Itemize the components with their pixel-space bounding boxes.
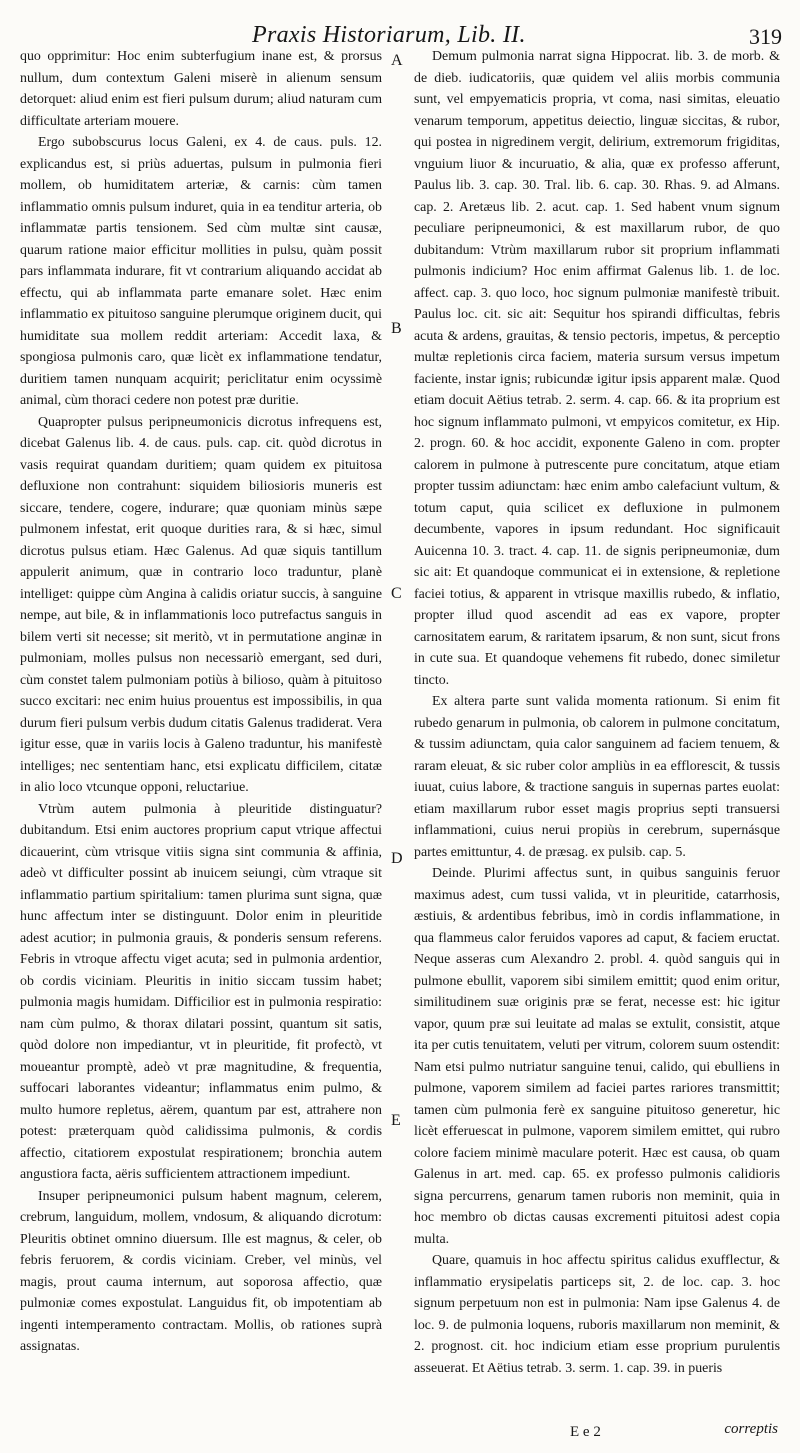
paragraph: quo opprimitur: Hoc enim subterfugium inane est, & prorsus nullum, dum contextum Galeni miserè in alienum sensum detorquet: aliud enim est fieri pulsum durum; aliud naturam cum difficultate arteriam mouere. bbox=[20, 49, 382, 129]
page-number: 319 bbox=[749, 24, 782, 49]
right-column bbox=[414, 46, 780, 1379]
paragraph: Deinde. Plurimi affectus sunt, in quibus sanguinis feruor maximus adest, cum tussi valida, vt in pleuritide, catarrhosis, æstiuis, & ardentibus febribus, imò in cordis inflammatione, in qua flammeus calor feruidos vapores ad caput, & faciem eructat. Neque asseras cum Alexandro 2. probl. 4. quòd sanguis qui in pulmone ebullit, vaporem sibi similem emittit; quod enim oritur, similitudinem suæ originis præ se ferat, necesse est: hic igitur vapor, quum præ sui leuitate ad malas se extulit, consistit, atque ita per cutis tenuitatem, veluti per vitrum, colorem suum ostendit: Nam etsi pulmo nutriatur sanguine tenui, calido, qui ebulliens in pulmone, vaporem similem ad faciei partes rariores transmittit; tamen cùm pulmonia ferè ex sanguine pituitoso generetur, hic licèt efferuescat in pulmone, vaporem similem emittet, qui rubro colore faciem minimè maculare poterit. Hæc est causa, ob quam Galenus in art. med. cap. 65. ex professo pulmonis calidioris signa percurrens, genarum tamen ruboris non meminit, quia in hoc membro ob dictas causas excrementi pituitosi adest copia multa. bbox=[414, 866, 780, 1247]
paragraph: Ergo subobscurus locus Galeni, ex 4. de caus. puls. 12. explicandus est, si priùs aduertas, pulsum in pulmonia fieri mollem, ob humiditatem arteriæ, & carnis: cùm tamen inflammatio omnis pulsum induret, quia in ea tenditur arteria, ob inflammatæ partis tensionem. Sed cùm multæ sint causæ, quarum ratione maior efficitur mollities in pulsu, quàm possit pars inflammata indurare, fit vt contrarium aliquando accidat ab effectu, qui ab inflammata parte emanare solet. Hæc enim inflammatio ex pituitoso sanguine plerumque originem ducit, qui humiditate sua mollem reddit arteriam: Accedit laxa, & spongiosa pulmonis caro, quæ licèt ex inflammatione tendatur, duritiem tamen nunquam acquirit; periclitatur enim ocyssimè animal, cùm thoraci cedere non potest præ duritie. bbox=[20, 135, 382, 408]
margin-letter: D bbox=[391, 850, 403, 867]
paragraph: Demum pulmonia narrat signa Hippocrat. lib. 3. de morb. & de dieb. iudicatoriis, quæ quidem vel aliis morbis communia sunt, vel empyematicis propria, vt coma, nasi simitas, eleuatio venarum temporum, appetitus deiectio, linguæ siccitas, & rubor, qui postea in nigredinem vergit, delirium, extremorum frigiditas, vnguium liuor & incuruatio, & alia, quæ ex professo afferunt, Paulus lib. 3. cap. 30. Tral. lib. 6. cap. 30. Rhas. 9. ad Almans. cap. 2. Aretæus lib. 2. acut. cap. 1. Sed habent vnum signum peculiare peripneumonici, & est maxillarum rubor, de quo dubitandum: Vtrùm maxillarum rubor sit proprium inflammati pulmonis indicium? Hoc enim affirmat Galenus lib. 1. de loc. affect. cap. 3. quo loco, hoc signum pulmoniæ manifestè tribuit. Paulus loc. cit. sic ait: Sequitur hos spirandi difficultas, febris acuta & ardens, grauitas, & tensio pectoris, impetus, & perceptio multæ repletionis circa faciem, materia sursum versus impetum faciente, instar ignis; rubicundæ igitur ipsis apparent malæ. Quod etiam docuit Aëtius tetrab. 2. serm. 4. cap. 66. & ita proprium est hoc signum inflammato pulmoni, vt empyicos comitetur, ex Hip. 2. progn. 60. & hoc accidit, exponente Galeno in com. propter calorem in pulmone à putrescente pure concitatum, atque etiam propter tussim adiunctam: hæc enim ambo calefaciunt vultum, & totum caput, quia scilicet ex defluxione in pulmonem decumbente, vapores in ipsum redundant. Hoc significauit Auicenna 10. 3. tract. 4. cap. 11. de signis peripneumoniæ, dum sic ait: Et quandoque communicat ei in extensione, & repletione faciei totius, & apparent in vtrisque maxillis rubedo, & inflatio, propter illud quod ascendit ad eas ex vapore, propter carnositatem earum, & raritatem ipsarum, & non sunt, sicut frons in cute sua. Et quandoque vehemens fit rubedo, donec similetur tincto. bbox=[414, 49, 780, 688]
left-column bbox=[20, 46, 382, 1358]
margin-letter: B bbox=[391, 320, 402, 337]
catchword: correptis bbox=[724, 1421, 778, 1437]
paragraph: Ex altera parte sunt valida momenta rationum. Si enim fit rubedo genarum in pulmonia, ob calorem in pulmone concitatum, & tussim adiunctam, quia calor sanguinem ad faciem tenuem, & raram eleuat, & sic ruber color ampliùs in ea efflorescit, & tussis iuuat, cuius labore, & tractione sanguis in supernas partes euolat: etiam maxillarum rubor esset magis proprius septi transuersi inflammationi, cuius nerui propiùs in cerebrum, supernásque partes emittuntur, 4. de præsag. ex pulsib. cap. 5. bbox=[414, 694, 780, 860]
margin-letter: C bbox=[391, 585, 402, 602]
paragraph: Quare, quamuis in hoc affectu spiritus calidus exufflectur, & inflammatio erysipelatis particeps sit, 2. de loc. cap. 3. hoc signum perpetuum non est in pulmonia: Nam ipse Galenus 4. de loc. 9. de pulmonia loquens, ruboris maxillarum non meminit, & 2. prognost. cit. hoc indicium etiam esse proprium purulentis asseuerat. Et Aëtius tetrab. 3. serm. 1. cap. 39. in pueris bbox=[414, 1253, 780, 1376]
margin-letter: A bbox=[391, 52, 403, 69]
running-title: Praxis Historiarum, Lib. II. bbox=[252, 22, 526, 48]
paragraph: Insuper peripneumonici pulsum habent magnum, celerem, crebrum, languidum, mollem, vndosum, & aliquando dicrotum: Pleuritis obtinet omnino diuersum. Ille est magnus, & celer, ob febris feruorem, & cordis viciniam. Creber, vel minùs, vel magis, prout cauma internum, aut soporosa affectio, quæ pulmoniæ comes expostulat. Languidus fit, ob impotentiam ab ingenti intemperamento contractam. Mollis, ob rationes suprà assignatas. bbox=[20, 1188, 382, 1354]
paragraph: Quapropter pulsus peripneumonicis dicrotus infrequens est, dicebat Galenus lib. 4. de caus. puls. cap. cit. quòd dicrotus in vasis requirat quandam duritiem; quam quidem ex pituitosa defluxione non contrahunt: siquidem biliosioris muneris est siccare, tendere, cogere, indurare; quæ quoniam minùs sæpe pulmonem infestat, erit quoque durities rara, & si hæc, simul dicrotus pulsus etiam. Hæc Galenus. Ad quæ siquis tantillum appulerit animum, quæ in contrario loco traduntur, planè intelliget: quippe cùm Angina à calidis oriatur succis, à sanguine nempe, aut bile, & in inflammationis loco putrefactus sanguis in bilem verti sit necesse; sit meritò, vt in permutatione anginæ in pulmoniam, molles pulsus non necessariò emergant, sed duri, cùm constet talem pulmoniam potiùs à bilioso, quàm à pituitoso succo excitari: nec enim huius prouentus est impossibilis, in qua durum fieri pulsum verbis dudum citatis Galenus tradiderat. Vera igitur esse, quæ in variis locis à Galeno traduntur, his manifestè intelliges; nec sententiam hanc, etsi explicatu difficilem, citatæ in alio loco vtcunque opponi, reluctariue. bbox=[20, 414, 382, 795]
margin-letter: E bbox=[391, 1112, 401, 1129]
paragraph: Vtrùm autem pulmonia à pleuritide distinguatur? dubitandum. Etsi enim auctores proprium caput vtrique affectui dicauerint, cùm vtrisque vitiis signa sint communia & affinia, adeò vt difficulter possint ab inuicem seiungi, cùm vtraque sit inflammatio partium spiritalium: tamen plurima sunt signa, quæ hunc affectum inter se distinguunt. Dolor enim in pleuritide adest acutior; in pulmonia grauis, & ponderis sensum referens. Febris in vtroque affectu viget acuta; sed in pulmonia ardentior, ob cordis viciniam. Pleuritis in initio siccam tussim habet; pulmonia magis humidam. Difficilior est in pulmonia respiratio: nam cùm pulmo, & thorax dilatari possint, quantum sit satis, quòd dolore non impediantur, vt in pleuritide, fit profectò, vt moueantur promptè, adeò vt præ magnitudine, & frequentia, suffocari laborantes videantur; inflammatus enim pulmo, & multo humore repletus, aërem, quantum par est, attrahere non potest: præterquam quòd calidissima pulmonis, & cordis affectio, citatiorem expostulat respirationem; bronchia autem angustiora facta, aëris sufficientem attractionem impediunt. bbox=[20, 801, 382, 1182]
signature-mark: E e 2 bbox=[570, 1424, 601, 1440]
